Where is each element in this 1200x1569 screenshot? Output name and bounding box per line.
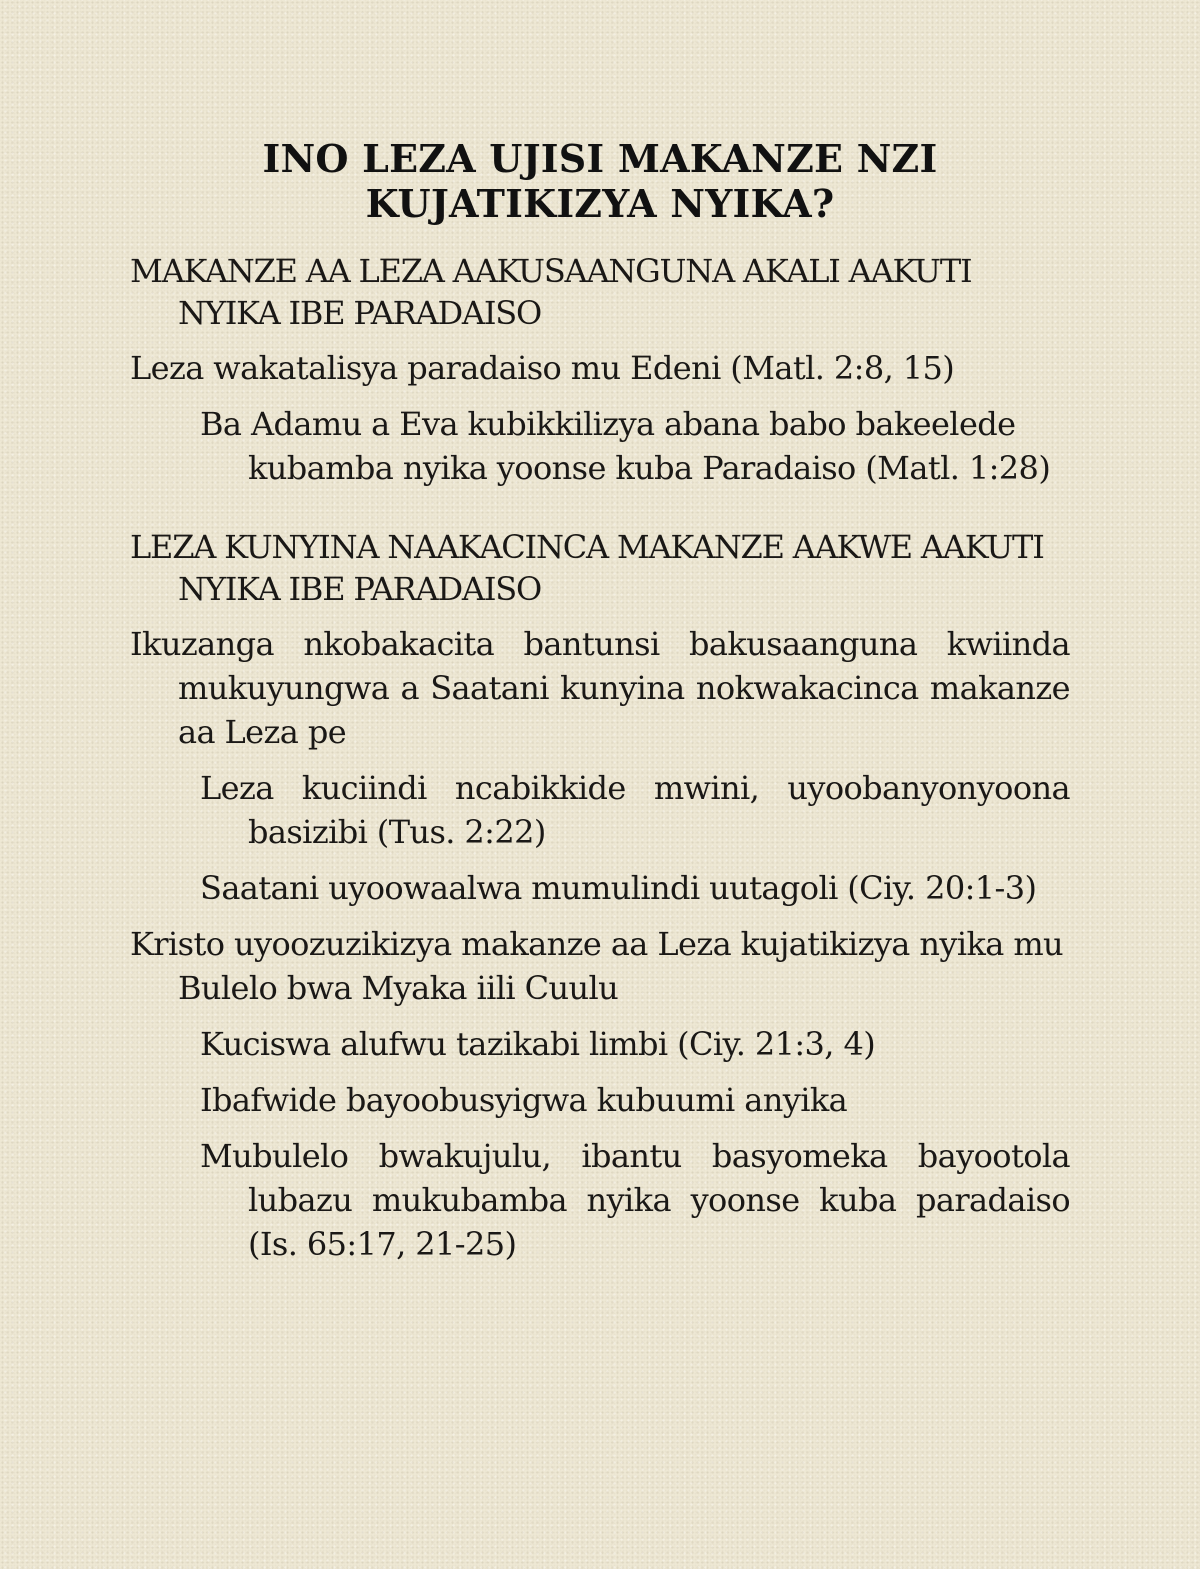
outline-subpoint: Leza kuciindi ncabikkide mwini, uyoobanyonyoona basizibi (Tus. 2:22) <box>200 769 1070 851</box>
outline-subpoint: Kuciswa alufwu tazikabi limbi (Ciy. 21:3, 4) <box>200 1025 876 1063</box>
outline-subpoint: Saatani uyoowaalwa mumulindi uutagoli (Ciy. 20:1-3) <box>200 869 1037 907</box>
outline-point: Leza wakatalisya paradaiso mu Edeni (Matl. 2:8, 15) <box>130 349 955 387</box>
section-spacer <box>130 502 1070 526</box>
outline-subpoint: Mubulelo bwakujulu, ibantu basyomeka bayootola lubazu mukubamba nyika yoonse kuba paradaiso (Is. 65:17, 21-25) <box>200 1137 1070 1263</box>
section-heading: MAKANZE AA LEZA AAKUSAANGUNA AKALI AAKUTI NYIKA IBE PARADAISO <box>130 252 972 332</box>
outline-subpoint: Ba Adamu a Eva kubikkilizya abana babo bakeelede kubamba nyika yoonse kuba Paradaiso (Matl. 1:28) <box>200 405 1051 487</box>
page-title-line-1: INO LEZA UJISI MAKANZE NZI <box>262 136 938 181</box>
outline-point: Ikuzanga nkobakacita bantunsi bakusaanguna kwiinda mukuyungwa a Saatani kunyina nokwakacinca makanze aa Leza pe <box>130 625 1070 751</box>
page-title <box>130 136 1070 226</box>
section-heading: LEZA KUNYINA NAAKACINCA MAKANZE AAKWE AAKUTI NYIKA IBE PARADAISO <box>130 528 1044 608</box>
outline-point: Kristo uyoozuzikizya makanze aa Leza kujatikizya nyika mu Bulelo bwa Myaka iili Cuulu <box>130 925 1064 1007</box>
outline-subpoint: Ibafwide bayoobusyigwa kubuumi anyika <box>200 1081 848 1119</box>
section-1 <box>130 250 1070 490</box>
section-2 <box>130 526 1070 1266</box>
page-title-line-2: KUJATIKIZYA NYIKA? <box>365 181 835 226</box>
